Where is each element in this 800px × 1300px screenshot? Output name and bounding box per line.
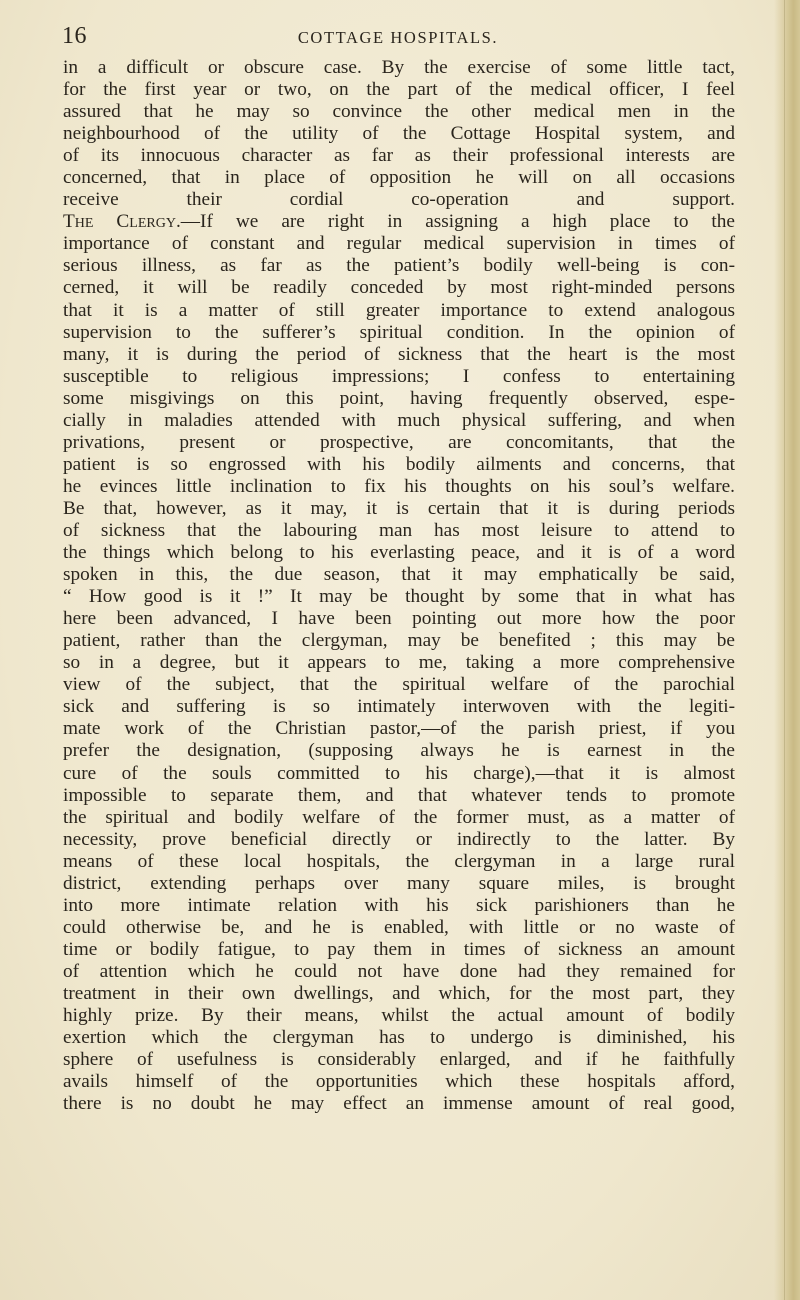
text-line: time or bodily fatigue, to pay them in times of sickness an amount bbox=[63, 938, 735, 960]
text-line: receive their cordial co-operation and support. bbox=[63, 189, 735, 211]
text-line: sphere of usefulness is considerably enlarged, and if he faithfully bbox=[63, 1049, 735, 1071]
text-line: the things which belong to his everlasting peace, and it is of a word bbox=[63, 542, 735, 564]
text-line: “ How good is it !” It may be thought by some that in what has bbox=[63, 586, 735, 608]
text-line: here been advanced, I have been pointing out more how the poor bbox=[63, 608, 735, 630]
running-title: COTTAGE HOSPITALS. bbox=[297, 28, 499, 47]
text-line: into more intimate relation with his sick parishioners than he bbox=[63, 894, 735, 916]
text-line: of its innocuous character as far as their professional interests are bbox=[63, 145, 735, 167]
text-line: supervision to the sufferer’s spiritual condition. In the opinion of bbox=[63, 321, 735, 343]
text-line: impossible to separate them, and that whatever tends to promote bbox=[63, 784, 735, 806]
text-line: could otherwise be, and he is enabled, with little or no waste of bbox=[63, 916, 735, 938]
text-line: mate work of the Christian pastor,—of the parish priest, if you bbox=[63, 718, 735, 740]
text-line: district, extending perhaps over many square miles, is brought bbox=[63, 872, 735, 894]
text-line: of sickness that the labouring man has most leisure to attend to bbox=[63, 519, 735, 541]
text-line: assured that he may so convince the other medical men in the bbox=[63, 101, 735, 123]
text-line: Be that, however, as it may, it is certain that it is during periods bbox=[63, 497, 735, 519]
text-line: some misgivings on this point, having frequently observed, espe- bbox=[63, 387, 735, 409]
body-text bbox=[63, 57, 735, 1115]
text-line: so in a degree, but it appears to me, taking a more comprehensive bbox=[63, 652, 735, 674]
text-line: importance of constant and regular medical supervision in times of bbox=[63, 233, 735, 255]
text-line: for the first year or two, on the part of the medical officer, I feel bbox=[63, 79, 735, 101]
text-line: cure of the souls committed to his charge),—that it is almost bbox=[63, 762, 735, 784]
text-line: there is no doubt he may effect an immense amount of real good, bbox=[63, 1093, 735, 1115]
text-line: The Clergy.—If we are right in assigning a high place to the bbox=[63, 211, 735, 233]
text-line: patient is so engrossed with his bodily ailments and concerns, that bbox=[63, 453, 735, 475]
text-line: concerned, that in place of opposition he will on all occasions bbox=[63, 167, 735, 189]
text-line: serious illness, as far as the patient’s bodily well-being is con- bbox=[63, 255, 735, 277]
text-line: view of the subject, that the spiritual welfare of the parochial bbox=[63, 674, 735, 696]
text-line: privations, present or prospective, are concomitants, that the bbox=[63, 431, 735, 453]
text-line: highly prize. By their means, whilst the actual amount of bodily bbox=[63, 1005, 735, 1027]
text-line: many, it is during the period of sickness that the heart is the most bbox=[63, 343, 735, 365]
text-line: that it is a matter of still greater importance to extend analogous bbox=[63, 299, 735, 321]
text-line: treatment in their own dwellings, and which, for the most part, they bbox=[63, 982, 735, 1004]
text-line: sick and suffering is so intimately interwoven with the legiti- bbox=[63, 696, 735, 718]
text-line: avails himself of the opportunities which these hospitals afford, bbox=[63, 1071, 735, 1093]
text-line: of attention which he could not have done had they remained for bbox=[63, 960, 735, 982]
text-line: he evinces little inclination to fix his thoughts on his soul’s welfare. bbox=[63, 475, 735, 497]
text-line: susceptible to religious impressions; I confess to entertaining bbox=[63, 365, 735, 387]
text-line: in a difficult or obscure case. By the exercise of some little tact, bbox=[63, 57, 735, 78]
page-number: 16 bbox=[62, 23, 87, 49]
text-line: cially in maladies attended with much physical suffering, and when bbox=[63, 409, 735, 431]
text-line: cerned, it will be readily conceded by most right-minded persons bbox=[63, 277, 735, 299]
page-edge-shadow bbox=[774, 0, 800, 1300]
text-line: exertion which the clergyman has to undergo is diminished, his bbox=[63, 1027, 735, 1049]
running-head bbox=[62, 22, 734, 52]
text-line: means of these local hospitals, the clergyman in a large rural bbox=[63, 850, 735, 872]
text-line: necessity, prove beneficial directly or indirectly to the latter. By bbox=[63, 828, 735, 850]
text-line: neighbourhood of the utility of the Cottage Hospital system, and bbox=[63, 123, 735, 145]
text-line: prefer the designation, (supposing always he is earnest in the bbox=[63, 740, 735, 762]
text-line: the spiritual and bodily welfare of the former must, as a matter of bbox=[63, 806, 735, 828]
text-line: spoken in this, the due season, that it may emphatically be said, bbox=[63, 564, 735, 586]
text-line: patient, rather than the clergyman, may be benefited ; this may be bbox=[63, 630, 735, 652]
